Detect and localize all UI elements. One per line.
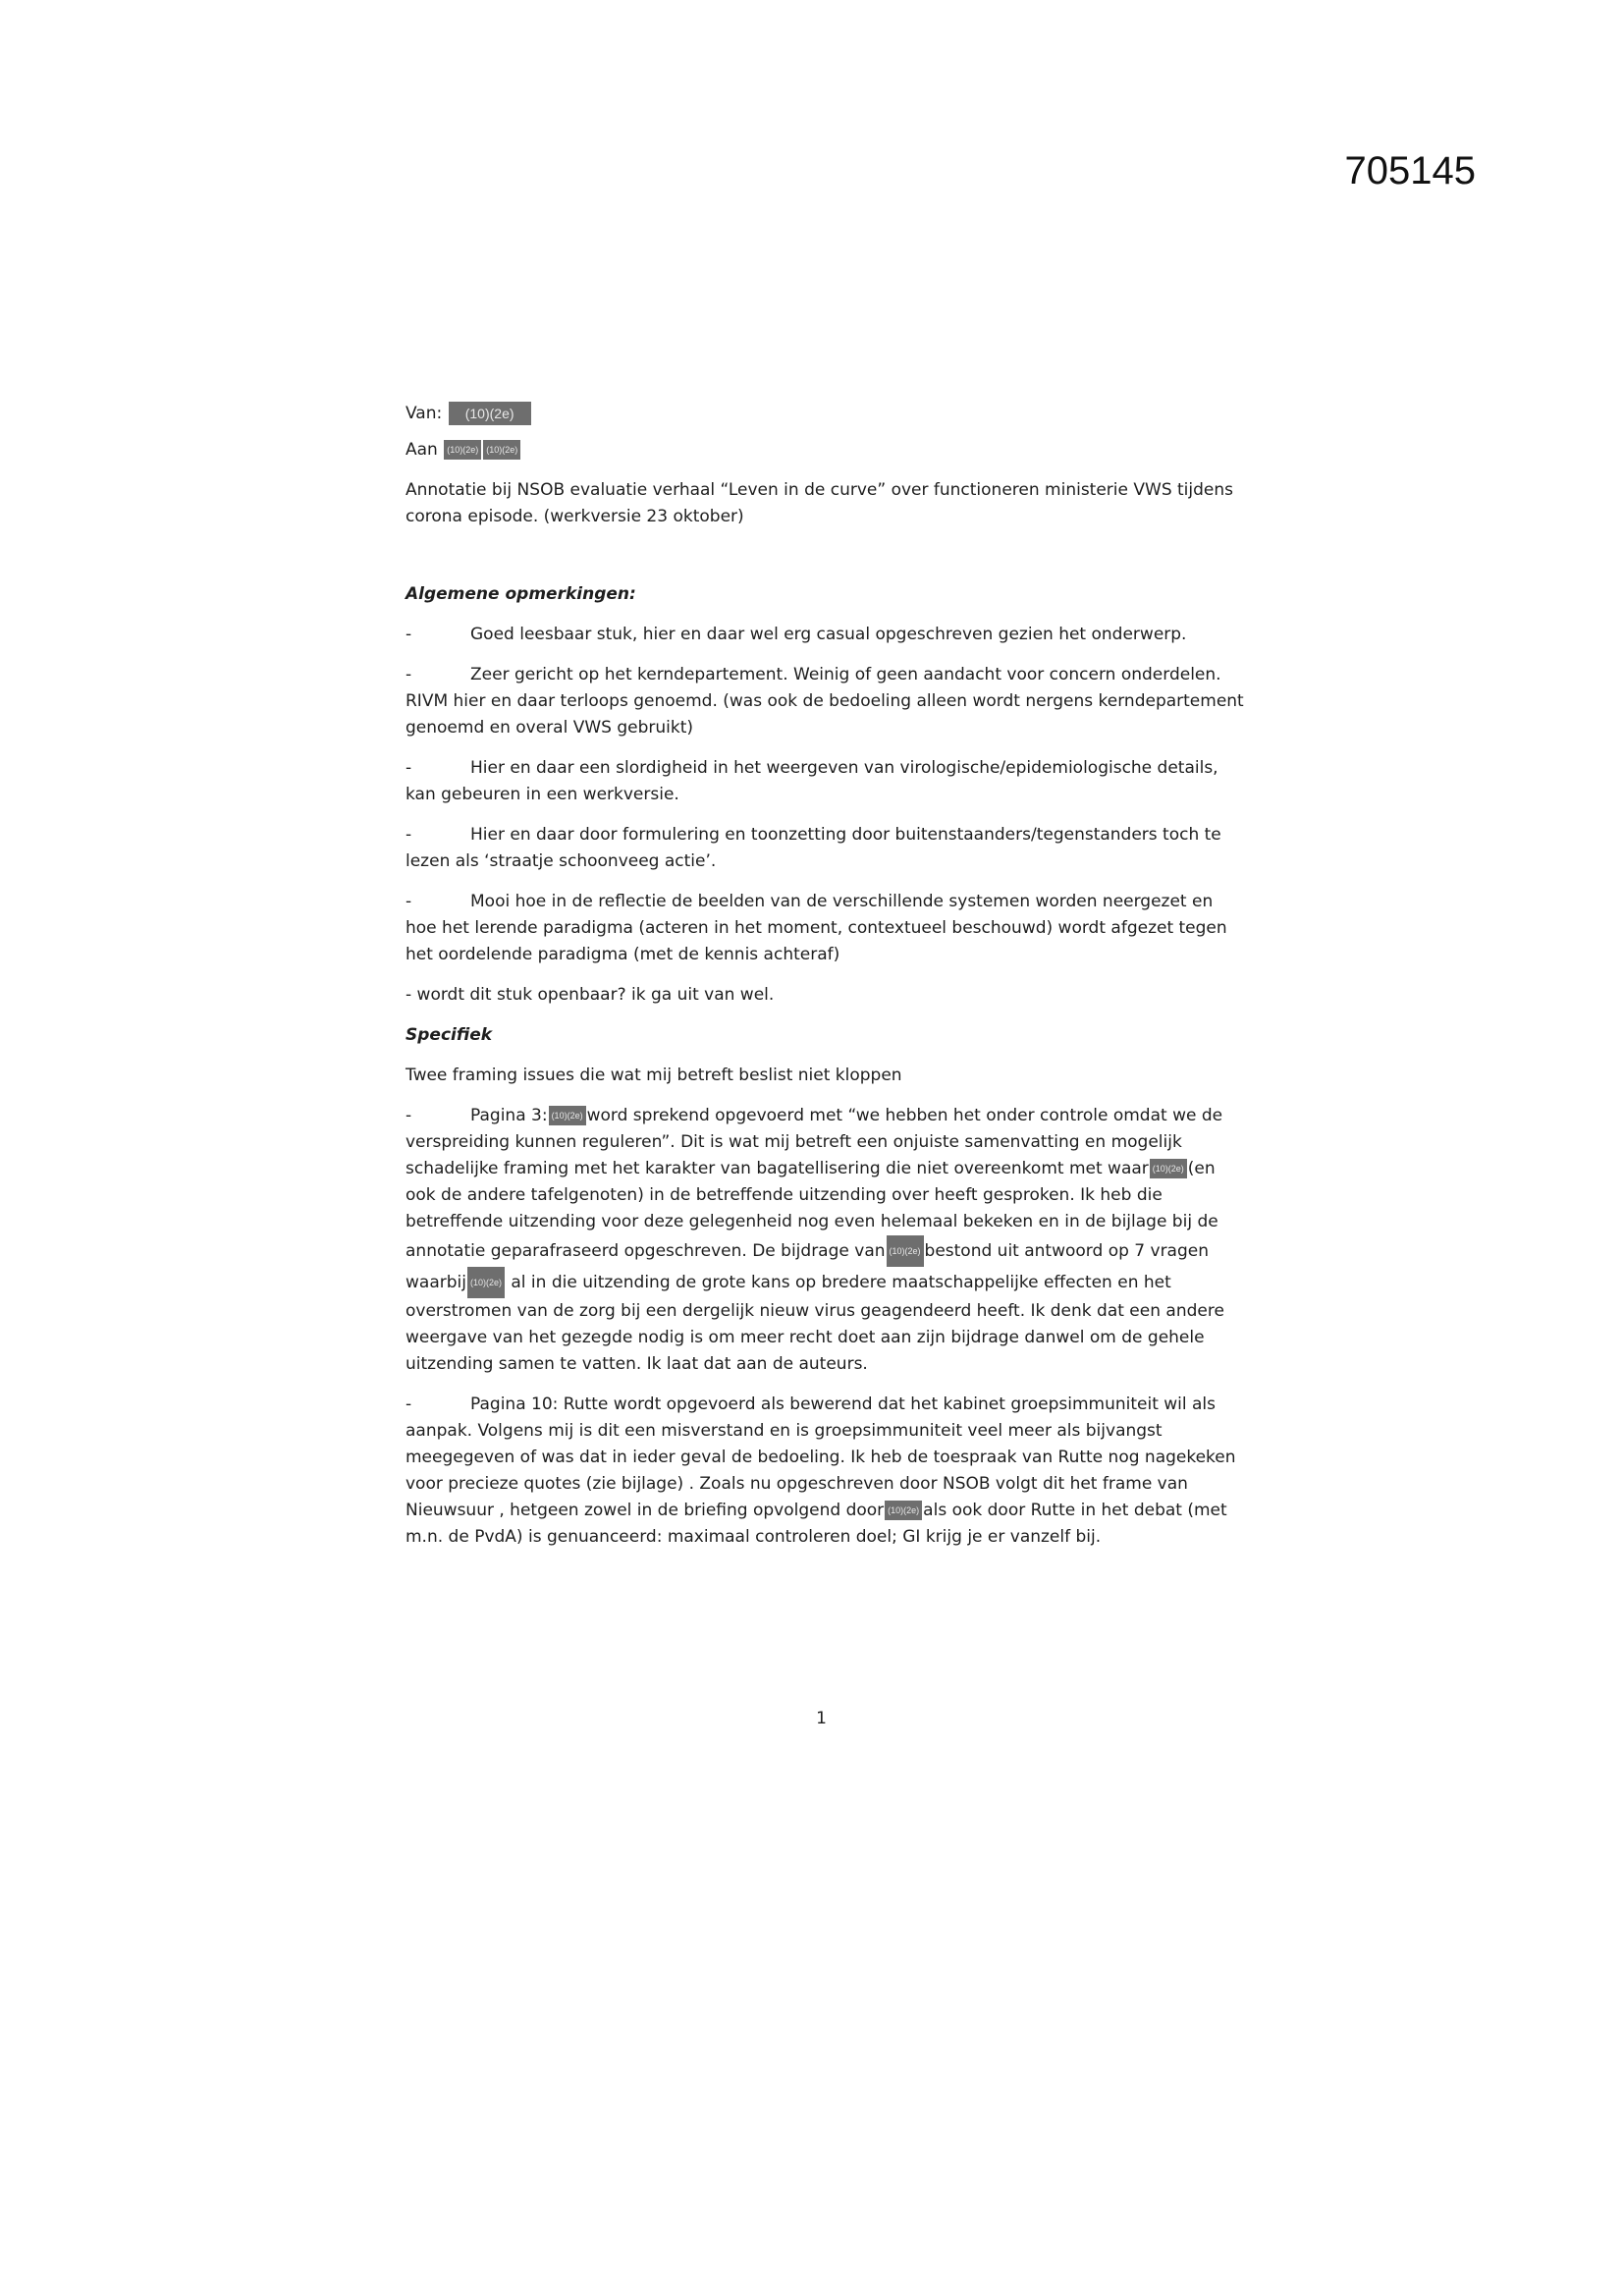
item-text: meegegeven of was dat in ieder geval de bedoeling. Ik heb de toespraak van Rutte nog nagekeken — [406, 1448, 1236, 1467]
item-text: (en — [1187, 1159, 1216, 1178]
general-item — [406, 889, 1240, 968]
item-text: Hier en daar door formulering en toonzetting door buitenstaanders/tegenstanders toch te — [470, 825, 1221, 845]
item-text: ook de andere tafelgenoten) in de betreffende uitzending over heeft gesproken. Ik heb die — [406, 1185, 1163, 1205]
item-text: voor precieze quotes (zie bijlage) . Zoals nu opgeschreven door NSOB volgt dit het frame van — [406, 1474, 1188, 1494]
item-text: kan gebeuren in een werkversie. — [406, 785, 679, 804]
item-text: Mooi hoe in de reflectie de beelden van de verschillende systemen worden neergezet en — [470, 892, 1214, 911]
title-line: Annotatie bij NSOB evaluatie verhaal “Leven in de curve” over functioneren ministerie VWS tijdens — [406, 480, 1234, 500]
item-text: Pagina 3: — [470, 1106, 548, 1125]
bullet-dash: - — [406, 1394, 412, 1414]
item-text: word sprekend opgevoerd met “we hebben het onder controle omdat we de — [586, 1106, 1223, 1125]
bullet-dash: - — [406, 825, 412, 845]
bullet-dash: - — [406, 758, 412, 778]
page-number: 1 — [816, 1709, 827, 1728]
redaction-box: (10)(2e) — [467, 1267, 505, 1298]
document-title — [406, 477, 1240, 530]
item-text: uitzending samen te vatten. Ik laat dat aan de auteurs. — [406, 1354, 868, 1374]
general-item — [406, 822, 1240, 875]
general-remarks-heading: Algemene opmerkingen: — [406, 584, 636, 604]
to-line — [406, 437, 1240, 464]
item-text: m.n. de PvdA) is genuanceerd: maximaal controleren doel; GI krijg je er vanzelf bij. — [406, 1527, 1102, 1547]
general-item — [406, 622, 1240, 648]
bullet-dash: - — [406, 892, 412, 911]
document-body — [406, 401, 1244, 1564]
specific-item-1 — [406, 1103, 1240, 1378]
to-label: Aan — [406, 440, 438, 460]
specific-item-2 — [406, 1392, 1240, 1551]
public-question: - wordt dit stuk openbaar? ik ga uit van wel. — [406, 985, 775, 1005]
item-text: Nieuwsuur , hetgeen zowel in de briefing opvolgend door — [406, 1501, 885, 1520]
specific-heading: Specifiek — [406, 1025, 493, 1045]
item-text: al in die uitzending de grote kans op bredere maatschappelijke effecten en het — [505, 1273, 1171, 1292]
item-text: als ook door Rutte in het debat (met — [923, 1501, 1227, 1520]
item-text: hoe het lerende paradigma (acteren in het moment, contextueel beschouwd) wordt afgezet tegen — [406, 918, 1227, 938]
from-line — [406, 401, 1240, 427]
item-text: schadelijke framing met het karakter van bagatellisering die niet overeenkomt met waar — [406, 1159, 1149, 1178]
item-text: weergave van het gezegde nodig is om meer recht doet aan zijn bijdrage danwel om de gehele — [406, 1328, 1205, 1347]
bullet-dash: - — [406, 625, 412, 644]
item-text: Hier en daar een slordigheid in het weergeven van virologische/epidemiologische details, — [470, 758, 1218, 778]
item-text: Zeer gericht op het kerndepartement. Weinig of geen aandacht voor concern onderdelen. — [470, 665, 1221, 684]
item-text: het oordelende paradigma (met de kennis achteraf) — [406, 945, 840, 964]
general-item — [406, 755, 1240, 808]
redaction-box: (10)(2e) — [444, 440, 481, 460]
bullet-dash: - — [406, 665, 412, 684]
redaction-box: (10)(2e) — [549, 1106, 586, 1125]
general-item — [406, 662, 1244, 741]
item-text: genoemd en overal VWS gebruikt) — [406, 718, 694, 738]
item-text: verspreiding kunnen reguleren”. Dit is wat mij betreft een onjuiste samenvatting en mogelijk — [406, 1132, 1182, 1152]
item-text: Pagina 10: Rutte wordt opgevoerd als bewerend dat het kabinet groepsimmuniteit wil als — [470, 1394, 1217, 1414]
redaction-box: (10)(2e) — [885, 1501, 922, 1520]
title-line: corona episode. (werkversie 23 oktober) — [406, 507, 744, 526]
item-text: Goed leesbaar stuk, hier en daar wel erg casual opgeschreven gezien het onderwerp. — [470, 625, 1187, 644]
from-label: Van: — [406, 404, 443, 423]
item-text: aanpak. Volgens mij is dit een misverstand en is groepsimmuniteit veel meer als bijvangst — [406, 1421, 1163, 1441]
item-text: overstromen van de zorg bij een dergelijk nieuw virus geagendeerd heeft. Ik denk dat een andere — [406, 1301, 1224, 1321]
item-text: annotatie geparafraseerd opgeschreven. De bijdrage van — [406, 1241, 886, 1261]
item-text: betreffende uitzending voor deze gelegenheid nog even helemaal bekeken en in de bijlage bij de — [406, 1212, 1218, 1231]
redaction-box: (10)(2e) — [483, 440, 520, 460]
specific-intro: Twee framing issues die wat mij betreft beslist niet kloppen — [406, 1066, 902, 1085]
item-text: waarbij — [406, 1273, 466, 1292]
item-text: bestond uit antwoord op 7 vragen — [924, 1241, 1209, 1261]
redaction-box: (10)(2e) — [449, 402, 531, 425]
bullet-dash: - — [406, 1106, 412, 1125]
redaction-box: (10)(2e) — [887, 1235, 924, 1267]
item-text: RIVM hier en daar terloops genoemd. (was ook de bedoeling alleen wordt nergens kerndepartement — [406, 691, 1244, 711]
document-id: 705145 — [1344, 149, 1476, 192]
item-text: lezen als ‘straatje schoonveeg actie’. — [406, 851, 717, 871]
redaction-box: (10)(2e) — [1150, 1159, 1187, 1178]
